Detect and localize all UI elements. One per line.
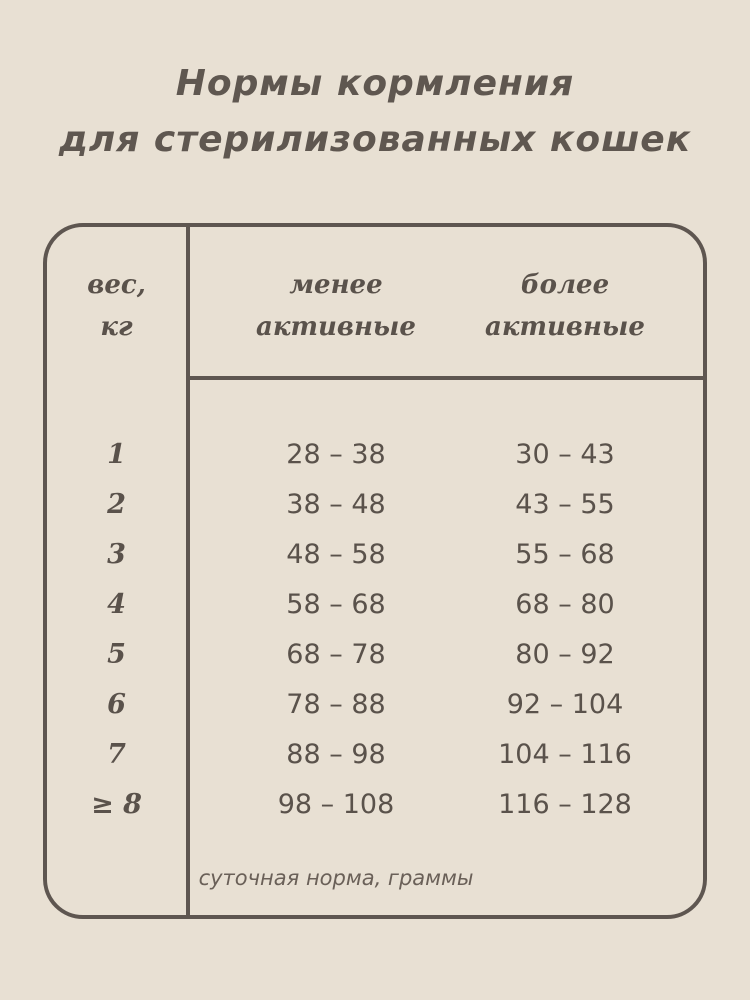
more-active-cell: 80 – 92: [515, 639, 615, 670]
more-active-cell: 92 – 104: [506, 689, 624, 720]
less-active-cell: 28 – 38: [286, 439, 386, 470]
header-more-active-line-1: более: [520, 270, 610, 300]
weight-cell: 6: [107, 689, 126, 720]
weight-cell: 7: [107, 739, 126, 770]
more-active-cell: 55 – 68: [515, 539, 615, 570]
table-row: [0, 780, 750, 830]
header-weight-line-1: вес,: [87, 270, 146, 300]
table-row: [0, 530, 750, 580]
weight-cell: ≥ 8: [91, 789, 142, 820]
more-active-cell: 116 – 128: [498, 789, 632, 820]
table-body: [0, 430, 750, 830]
table-row: [0, 680, 750, 730]
table-row: [0, 630, 750, 680]
more-active-cell: 30 – 43: [515, 439, 615, 470]
footnote: суточная норма, граммы: [198, 866, 474, 890]
header-more-active-line-2: активные: [485, 312, 645, 342]
page-title-line-2: для стерилизованных кошек: [58, 119, 692, 160]
header-weight: [45, 264, 188, 348]
header-less-active-line-1: менее: [289, 270, 383, 300]
table-row: [0, 580, 750, 630]
less-active-cell: 88 – 98: [286, 739, 386, 770]
less-active-cell: 98 – 108: [277, 789, 395, 820]
page-title-line-1: Нормы кормления: [175, 63, 575, 104]
weight-cell: 4: [107, 589, 126, 620]
weight-cell: 5: [107, 639, 126, 670]
less-active-cell: 68 – 78: [286, 639, 386, 670]
weight-cell: 3: [107, 539, 126, 570]
header-divider: [188, 376, 705, 380]
less-active-cell: 38 – 48: [286, 489, 386, 520]
less-active-cell: 48 – 58: [286, 539, 386, 570]
weight-cell: 1: [107, 439, 126, 470]
header-less-active-line-2: активные: [256, 312, 416, 342]
more-active-cell: 68 – 80: [515, 589, 615, 620]
table-row: [0, 430, 750, 480]
header-more-active: [420, 264, 710, 348]
more-active-cell: 104 – 116: [498, 739, 632, 770]
weight-cell: 2: [107, 489, 126, 520]
table-row: [0, 480, 750, 530]
table-row: [0, 730, 750, 780]
more-active-cell: 43 – 55: [515, 489, 615, 520]
header-weight-line-2: кг: [100, 312, 133, 342]
less-active-cell: 58 – 68: [286, 589, 386, 620]
less-active-cell: 78 – 88: [286, 689, 386, 720]
